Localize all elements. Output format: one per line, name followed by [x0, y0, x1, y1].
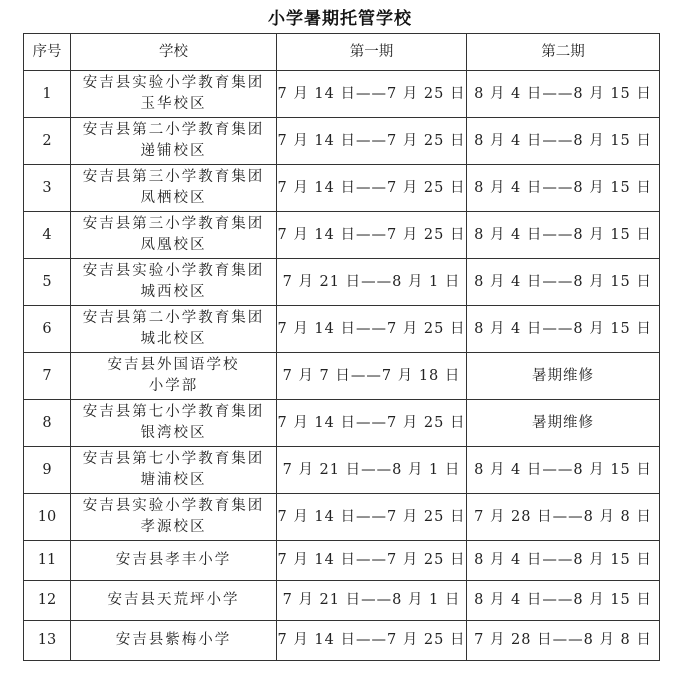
school-name-cell	[71, 400, 277, 447]
school-name-cell	[71, 353, 277, 400]
school-name: 安吉县第二小学教育集团	[82, 310, 265, 326]
school-name: 安吉县第三小学教育集团	[82, 169, 265, 185]
period2-dates: 7 月 28 日——8 月 8 日	[467, 494, 660, 541]
period2-dates: 8 月 4 日——8 月 15 日	[467, 259, 660, 306]
table-row	[24, 494, 660, 541]
school-campus: 凤凰校区	[140, 237, 207, 253]
period2-dates: 8 月 4 日——8 月 15 日	[467, 71, 660, 118]
period2-dates: 8 月 4 日——8 月 15 日	[467, 541, 660, 581]
row-index: 1	[24, 71, 71, 118]
table-row	[24, 212, 660, 259]
table-row	[24, 165, 660, 212]
row-index: 4	[24, 212, 71, 259]
row-index: 2	[24, 118, 71, 165]
row-index: 12	[24, 581, 71, 621]
row-index: 9	[24, 447, 71, 494]
school-name: 安吉县第七小学教育集团	[82, 404, 265, 420]
schedule-table	[23, 33, 660, 661]
table-header-row	[24, 34, 660, 71]
school-campus: 小学部	[148, 378, 199, 394]
period1-dates: 7 月 14 日——7 月 25 日	[277, 118, 467, 165]
header-period1: 第一期	[277, 34, 467, 71]
school-campus: 凤栖校区	[140, 190, 207, 206]
page-title: 小学暑期托管学校	[268, 9, 412, 29]
period2-dates: 7 月 28 日——8 月 8 日	[467, 621, 660, 661]
period1-dates: 7 月 14 日——7 月 25 日	[277, 621, 467, 661]
school-name: 安吉县天荒坪小学	[107, 592, 240, 608]
period1-dates: 7 月 14 日——7 月 25 日	[277, 541, 467, 581]
school-name: 安吉县外国语学校	[107, 357, 240, 373]
row-index: 6	[24, 306, 71, 353]
period1-dates: 7 月 21 日——8 月 1 日	[277, 447, 467, 494]
school-name: 安吉县孝丰小学	[115, 552, 232, 568]
period2-dates: 暑期维修	[467, 353, 660, 400]
period1-dates: 7 月 21 日——8 月 1 日	[277, 259, 467, 306]
row-index: 7	[24, 353, 71, 400]
period2-dates: 8 月 4 日——8 月 15 日	[467, 212, 660, 259]
school-name-cell	[71, 541, 277, 581]
period1-dates: 7 月 14 日——7 月 25 日	[277, 400, 467, 447]
school-campus: 银湾校区	[140, 425, 207, 441]
period2-dates: 8 月 4 日——8 月 15 日	[467, 118, 660, 165]
school-name-cell	[71, 447, 277, 494]
school-name-cell	[71, 165, 277, 212]
table-row	[24, 71, 660, 118]
table-row	[24, 306, 660, 353]
school-name-cell	[71, 118, 277, 165]
school-name-cell	[71, 71, 277, 118]
school-name: 安吉县实验小学教育集团	[82, 263, 265, 279]
school-name: 安吉县紫梅小学	[115, 632, 232, 648]
period1-dates: 7 月 7 日——7 月 18 日	[277, 353, 467, 400]
period2-dates: 8 月 4 日——8 月 15 日	[467, 306, 660, 353]
school-name: 安吉县第三小学教育集团	[82, 216, 265, 232]
table-row	[24, 118, 660, 165]
school-campus: 城西校区	[140, 284, 207, 300]
period2-dates: 8 月 4 日——8 月 15 日	[467, 581, 660, 621]
school-name-cell	[71, 306, 277, 353]
school-name-cell	[71, 494, 277, 541]
school-campus: 城北校区	[140, 331, 207, 347]
period1-dates: 7 月 21 日——8 月 1 日	[277, 581, 467, 621]
row-index: 5	[24, 259, 71, 306]
row-index: 11	[24, 541, 71, 581]
table-row	[24, 259, 660, 306]
row-index: 13	[24, 621, 71, 661]
table-row	[24, 353, 660, 400]
school-name-cell	[71, 212, 277, 259]
school-name: 安吉县第七小学教育集团	[82, 451, 265, 467]
table-row	[24, 541, 660, 581]
school-name-cell	[71, 259, 277, 306]
period1-dates: 7 月 14 日——7 月 25 日	[277, 212, 467, 259]
school-name: 安吉县实验小学教育集团	[82, 498, 265, 514]
period1-dates: 7 月 14 日——7 月 25 日	[277, 71, 467, 118]
school-name-cell	[71, 621, 277, 661]
row-index: 3	[24, 165, 71, 212]
table-row	[24, 400, 660, 447]
row-index: 10	[24, 494, 71, 541]
table-row	[24, 621, 660, 661]
period2-dates: 8 月 4 日——8 月 15 日	[467, 447, 660, 494]
row-index: 8	[24, 400, 71, 447]
header-period2: 第二期	[467, 34, 660, 71]
period1-dates: 7 月 14 日——7 月 25 日	[277, 165, 467, 212]
school-campus: 塘浦校区	[140, 472, 207, 488]
school-campus: 递铺校区	[140, 143, 207, 159]
school-name-cell	[71, 581, 277, 621]
school-campus: 玉华校区	[140, 96, 207, 112]
table-row	[24, 447, 660, 494]
school-name: 安吉县实验小学教育集团	[82, 75, 265, 91]
school-campus: 孝源校区	[140, 519, 207, 535]
header-school: 学校	[71, 34, 277, 71]
header-index: 序号	[24, 34, 71, 71]
table-body	[24, 71, 660, 661]
period1-dates: 7 月 14 日——7 月 25 日	[277, 306, 467, 353]
table-row	[24, 581, 660, 621]
period1-dates: 7 月 14 日——7 月 25 日	[277, 494, 467, 541]
period2-dates: 暑期维修	[467, 400, 660, 447]
school-name: 安吉县第二小学教育集团	[82, 122, 265, 138]
period2-dates: 8 月 4 日——8 月 15 日	[467, 165, 660, 212]
